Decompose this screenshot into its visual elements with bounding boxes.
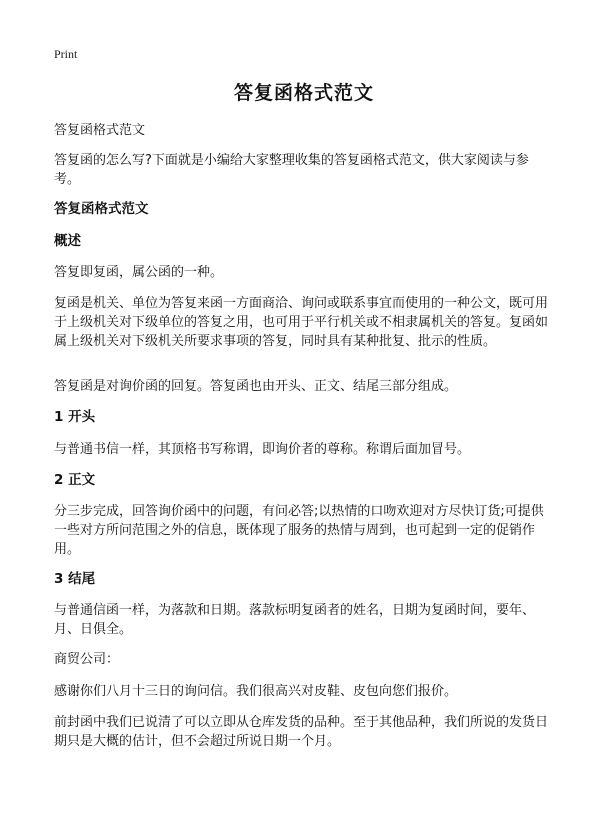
paragraph-6: 与普通信函一样，为落款和日期。落款标明复函者的姓名，日期为复函时间，要年、月、日俱全。 xyxy=(54,603,536,637)
paragraph-9: 前封函中我们已说清了可以立即从仓库发货的品种。至于其他品种，我们所说的发货日期只是大概的估计，但不会超过所说日期一个月。 xyxy=(54,715,549,749)
overview-heading: 概述 xyxy=(54,233,81,249)
heading-2: 2 正文 xyxy=(54,472,96,488)
heading-3: 3 结尾 xyxy=(54,571,96,587)
paragraph-2: 复函是机关、单位为答复来函一方面商洽、询问或联系事宜而使用的一种公文，既可用于上级机关对下级单位的答复之用，也可用于平行机关或不相隶属机关的答复。复函如属上级机关对下级机关所要求事项的答复，同时具有某种批复、批示的性质。 xyxy=(54,296,549,349)
paragraph-5: 分三步完成，回答询价函中的问题，有问必答;以热情的口吻欢迎对方尽快订货;可提供一些对方所问范围之外的信息，既体现了服务的热情与周到，也可起到一定的促销作用。 xyxy=(54,504,544,557)
paragraph-8: 感谢你们八月十三日的询问信。我们很高兴对皮鞋、皮包向您们报价。 xyxy=(54,684,458,699)
paragraph-4: 与普通书信一样，其顶格书写称谓，即询价者的尊称。称谓后面加冒号。 xyxy=(54,442,471,457)
heading-1: 1 开头 xyxy=(54,409,96,425)
document-title: 答复函格式范文 xyxy=(233,82,374,104)
intro-paragraph: 答复函的怎么写?下面就是小编给大家整理收集的答复函格式范文，供大家阅读与参考。 xyxy=(54,153,529,187)
section-title: 答复函格式范文 xyxy=(54,201,149,217)
print-label: Print xyxy=(54,47,78,61)
paragraph-1: 答复即复函，属公函的一种。 xyxy=(54,265,224,280)
paragraph-3: 答复函是对询价函的回复。答复函也由开头、正文、结尾三部分组成。 xyxy=(54,379,458,394)
paragraph-7: 商贸公司： xyxy=(54,652,120,667)
subtitle: 答复函格式范文 xyxy=(54,123,146,138)
